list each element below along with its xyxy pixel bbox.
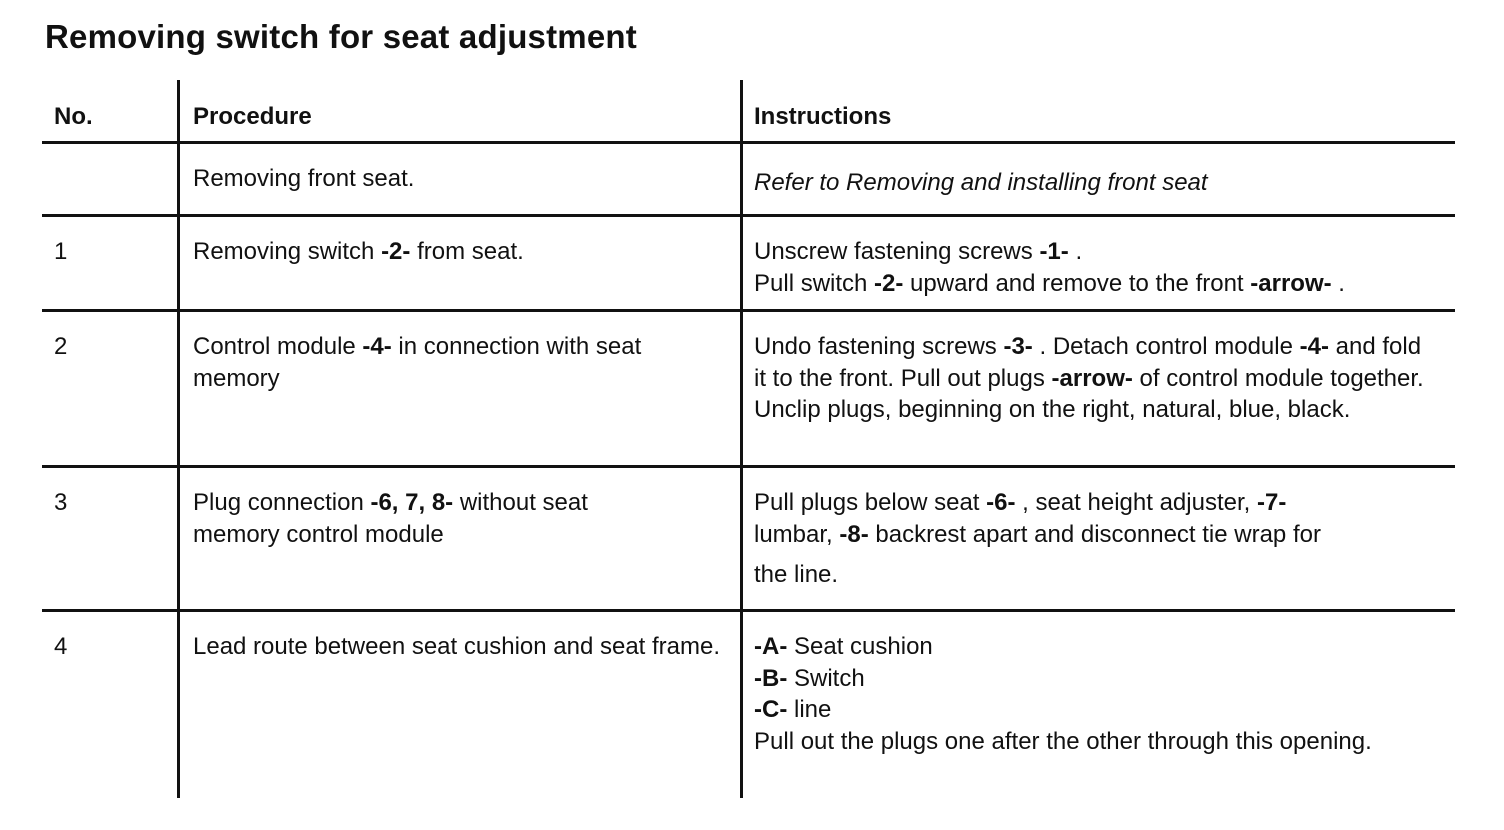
instruction-line: Unscrew fastening screws -1- . bbox=[754, 238, 1083, 265]
row-number: 4 bbox=[54, 633, 68, 660]
row-divider bbox=[42, 465, 1455, 468]
reference-link-text: Refer to Removing and installing front seat bbox=[754, 169, 1208, 196]
instructions-cell bbox=[754, 487, 1449, 599]
instructions-cell: Undo fastening screws -3- . Detach control module -4- and fold it to the front. Pull out plugs -arrow- of control module together. Unclip plugs, beginning on the right, natural, blue, black. bbox=[754, 333, 1424, 423]
row-number: 1 bbox=[54, 238, 68, 265]
row-divider bbox=[42, 309, 1455, 312]
row-divider bbox=[42, 609, 1455, 612]
header-no: No. bbox=[54, 103, 93, 130]
header-procedure: Procedure bbox=[193, 103, 312, 130]
instruction-line: Pull out the plugs one after the other through this opening. bbox=[754, 727, 1372, 755]
row-number: 3 bbox=[54, 489, 68, 516]
row-divider bbox=[42, 214, 1455, 217]
instructions-cell bbox=[754, 236, 1449, 299]
instruction-line: Pull switch -2- upward and remove to the front -arrow- . bbox=[754, 269, 1345, 297]
header-instructions: Instructions bbox=[754, 103, 892, 130]
column-divider-1 bbox=[177, 80, 180, 798]
instruction-line: Pull plugs below seat -6- , seat height adjuster, -7- bbox=[754, 489, 1287, 516]
instructions-cell bbox=[754, 167, 1449, 199]
header-rule bbox=[42, 141, 1455, 144]
instruction-line: lumbar, -8- backrest apart and disconnect tie wrap for bbox=[754, 520, 1321, 548]
procedure-cell: Plug connection -6, 7, 8- without seat memory control module bbox=[193, 489, 588, 548]
procedure-cell: Lead route between seat cushion and seat frame. bbox=[193, 633, 721, 660]
legend-item: -C- line bbox=[754, 696, 832, 723]
procedure-cell: Removing front seat. bbox=[193, 165, 415, 192]
procedure-cell: Control module -4- in connection with seat memory bbox=[193, 333, 642, 392]
instructions-cell bbox=[754, 631, 1394, 757]
instruction-line: the line. bbox=[754, 561, 839, 588]
row-number: 2 bbox=[54, 333, 68, 360]
legend-item: -B- Switch bbox=[754, 664, 865, 692]
legend-item: -A- Seat cushion bbox=[754, 633, 933, 660]
page-title: Removing switch for seat adjustment bbox=[45, 18, 637, 55]
procedure-cell: Removing switch -2- from seat. bbox=[193, 238, 524, 265]
column-divider-2 bbox=[740, 80, 743, 798]
